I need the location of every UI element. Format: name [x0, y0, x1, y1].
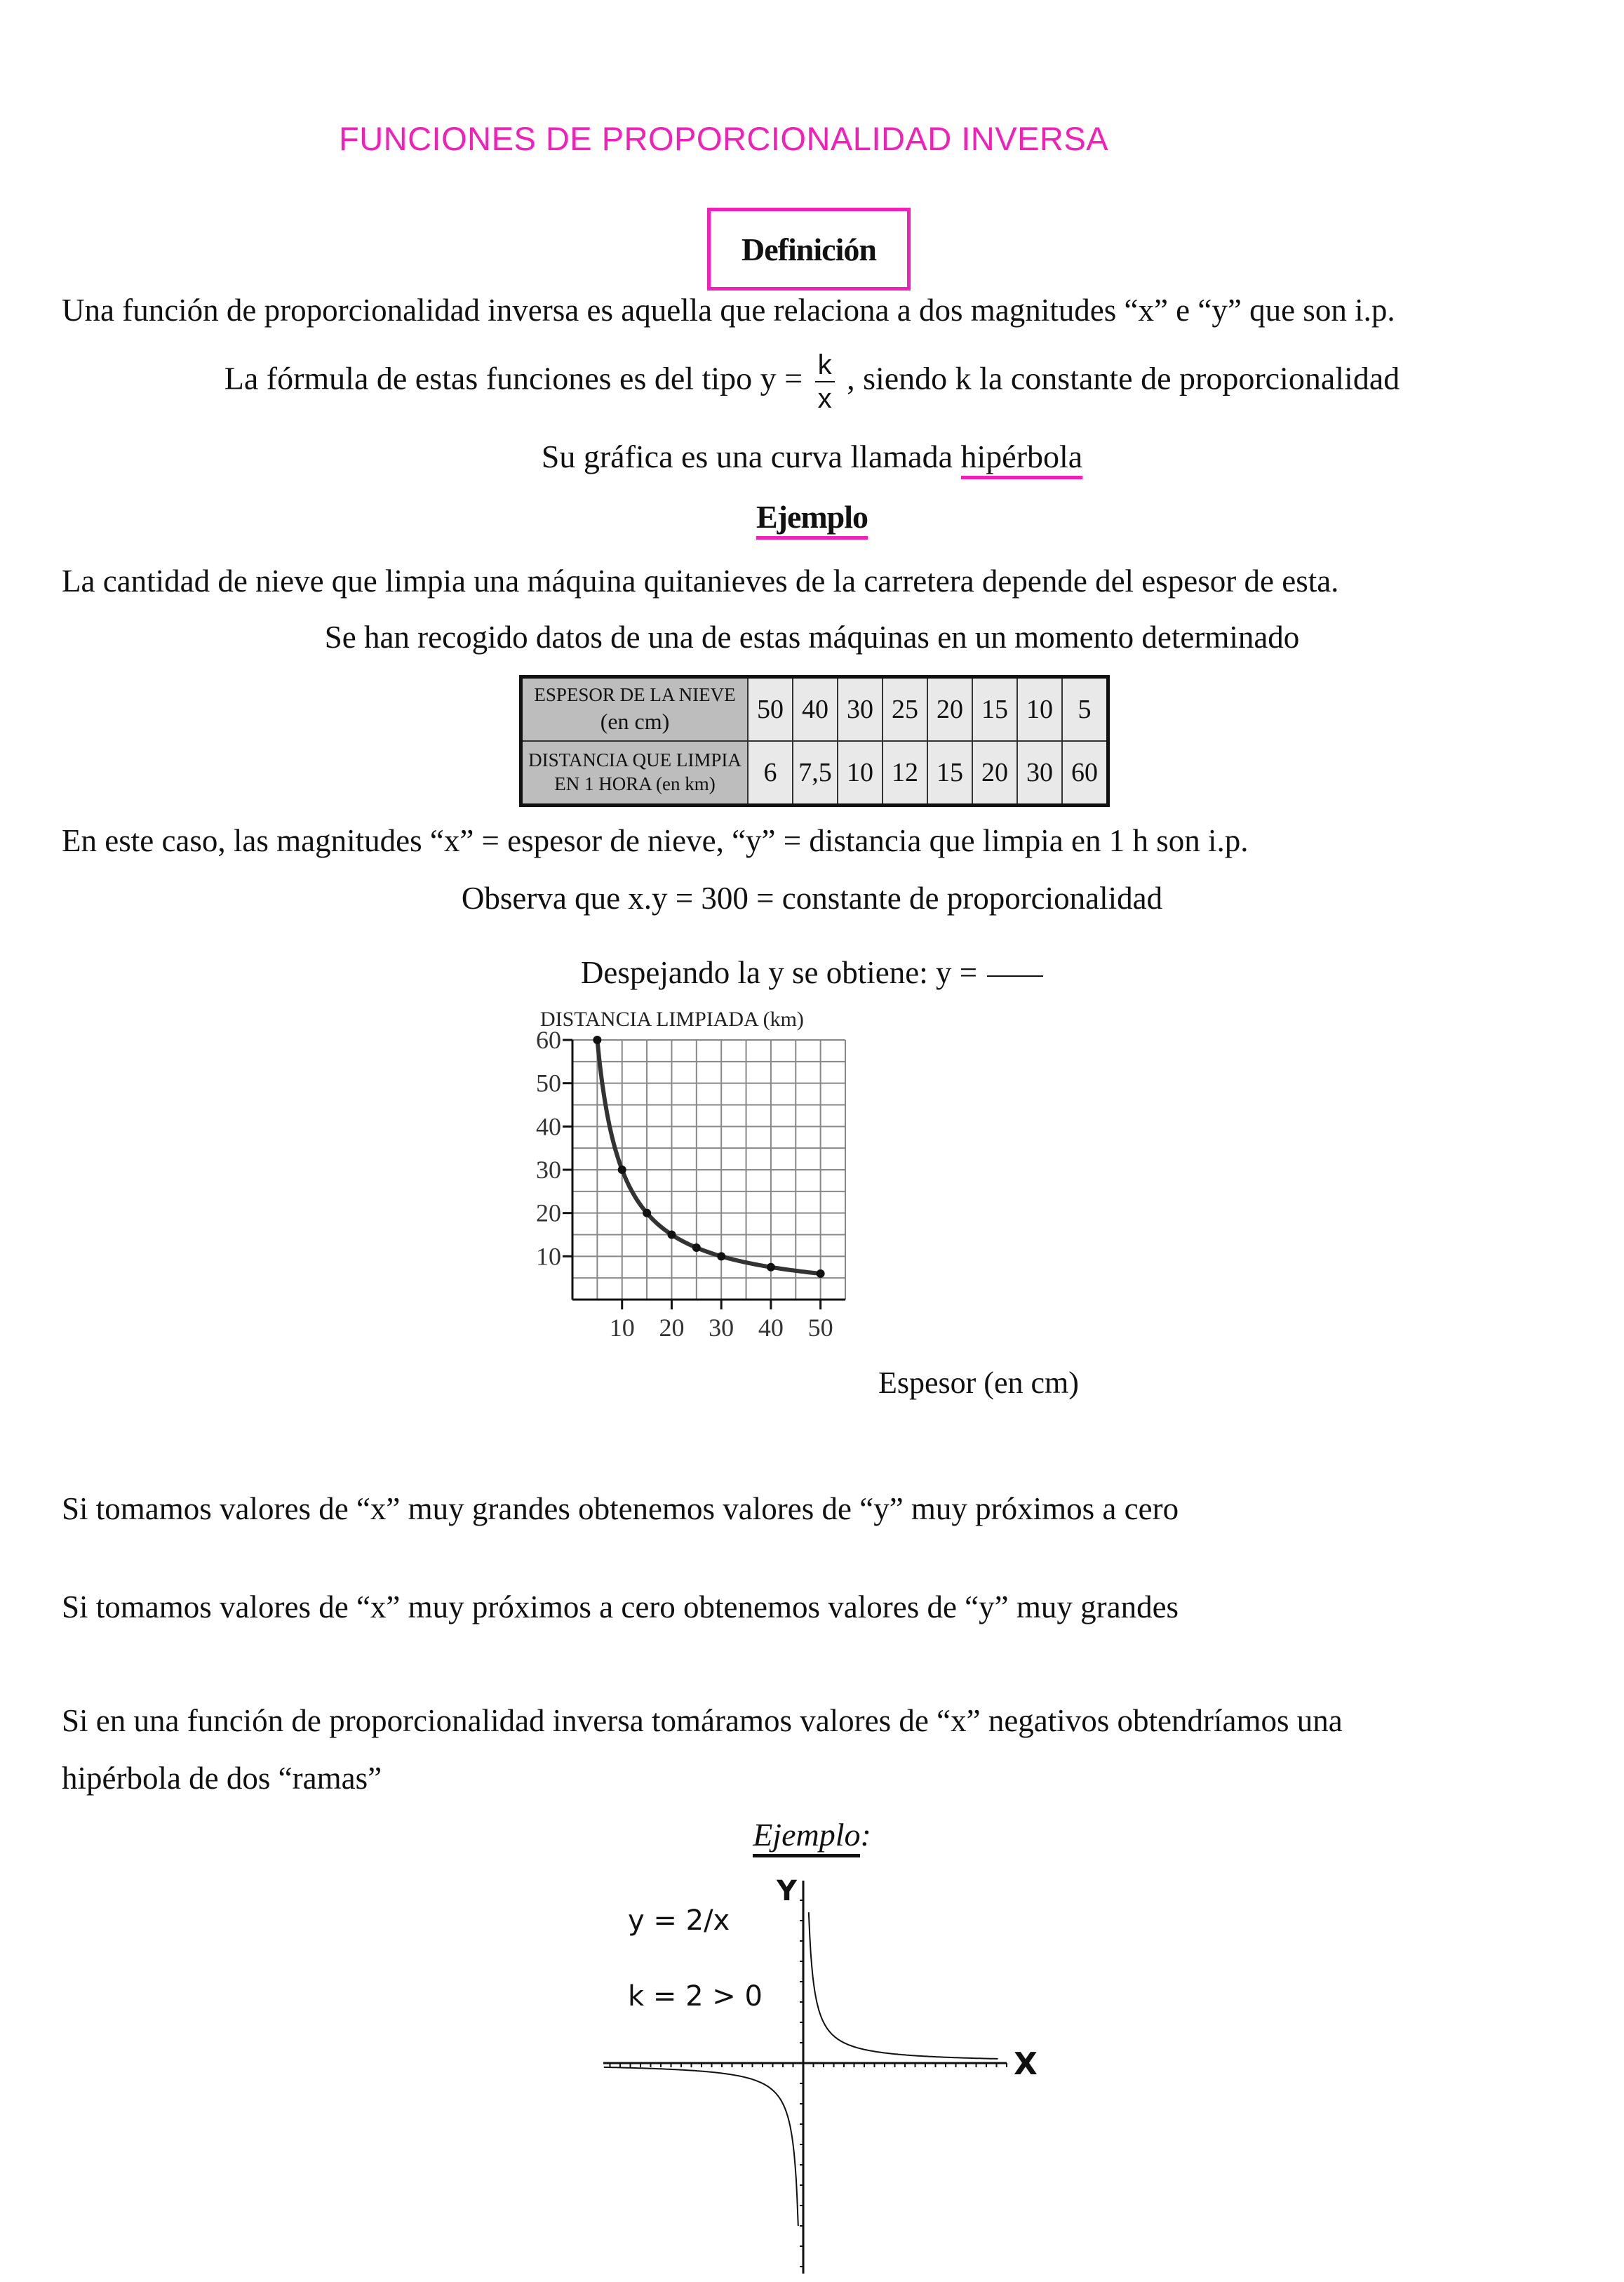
table-cell: 25 [883, 677, 927, 742]
table-header-line: EN 1 HORA (en km) [554, 773, 716, 794]
note-small-x: Si tomamos valores de “x” muy próximos a cero obtenemos valores de “y” muy grandes [62, 1589, 1179, 1624]
hyperbola-word: hipérbola [961, 439, 1083, 479]
formula-numerator: k [815, 351, 835, 382]
table-row-header [521, 677, 749, 742]
example-text-5-wrap [0, 957, 1624, 989]
hyperbola-branch-positive [809, 1912, 998, 2059]
example-text-1: La cantidad de nieve que limpia una máquina quitanieves de la carretera depende del espesor de esta. [62, 563, 1339, 599]
table-cell: 50 [748, 677, 793, 742]
data-point [817, 1269, 825, 1278]
x-tick-label: 50 [807, 1314, 833, 1342]
table-header-line: (en cm) [600, 708, 670, 734]
x-tick-label: 10 [609, 1314, 635, 1342]
example2-heading: Ejemplo [753, 1817, 860, 1857]
data-point [593, 1036, 601, 1044]
table-cell: 30 [838, 677, 883, 742]
y-tick-label: 30 [536, 1156, 561, 1184]
snow-distance-chart [519, 1003, 1136, 1424]
example2-heading-wrap [0, 1819, 1624, 1851]
table-header-line: DISTANCIA QUE LIMPIA [528, 749, 741, 771]
chart-points [593, 1036, 824, 1278]
formula-line [0, 351, 1624, 413]
table-cell: 6 [748, 741, 793, 806]
graph-line [0, 441, 1624, 473]
table-cell: 40 [793, 677, 838, 742]
table-row [521, 677, 1108, 742]
table-row-header [521, 741, 749, 806]
example-heading: Ejemplo [756, 499, 868, 540]
y-tick-label: 10 [536, 1242, 561, 1271]
x-tick-label: 40 [758, 1314, 784, 1342]
note-large-x: Si tomamos valores de “x” muy grandes obtenemos valores de “y” muy próximos a cero [62, 1491, 1179, 1526]
y-tick-label: 40 [536, 1112, 561, 1141]
table-cell: 12 [883, 741, 927, 806]
formula-fraction [815, 351, 835, 413]
definition-heading-box [707, 208, 911, 291]
x-tick-label: 30 [709, 1314, 734, 1342]
data-point [767, 1263, 775, 1272]
example-text-4: Observa que x.y = 300 = constante de proporcionalidad [461, 881, 1163, 916]
hyperbola-x-label: X [1014, 2046, 1038, 2082]
table-cell: 7,5 [793, 741, 838, 806]
definition-text: Una función de proporcionalidad inversa es aquella que relaciona a dos magnitudes “x” e “y” que son i.p. [62, 293, 1395, 328]
table-cell: 30 [1017, 741, 1062, 806]
table-header-line: ESPESOR DE LA NIEVE [534, 684, 736, 706]
x-tick-label: 20 [659, 1314, 685, 1342]
chart-ticks [536, 1026, 833, 1342]
y-tick-label: 20 [536, 1199, 561, 1227]
hyperbola-y-label: Y [777, 1875, 797, 1907]
example-text-5: Despejando la y se obtiene: y = [580, 955, 978, 990]
table-cell: 5 [1062, 677, 1108, 742]
table-cell: 15 [927, 741, 972, 806]
data-point [692, 1243, 701, 1252]
empty-fraction-bar [987, 975, 1043, 977]
hyperbola-equation: y = 2/x [628, 1904, 730, 1937]
chart-grid [572, 1040, 845, 1300]
page-title: FUNCIONES DE PROPORCIONALIDAD INVERSA [339, 120, 1109, 157]
chart-y-axis-label: DISTANCIA LIMPIADA (km) [540, 1008, 804, 1031]
formula-prefix: La fórmula de estas funciones es del tipo y = [224, 360, 803, 396]
y-tick-label: 60 [536, 1026, 561, 1054]
data-point [618, 1166, 626, 1174]
data-point [717, 1252, 725, 1260]
hyperbola-ticks [610, 1900, 1007, 2267]
table-cell: 20 [972, 741, 1017, 806]
table-cell: 10 [1017, 677, 1062, 742]
data-point [643, 1209, 651, 1217]
formula-denominator: x [817, 383, 832, 414]
hyperbola-chart [596, 1853, 1045, 2281]
table-row [521, 741, 1108, 806]
note-negative-x-1: Si en una función de proporcionalidad inversa tomáramos valores de “x” negativos obtendríamos una [62, 1703, 1343, 1738]
example-text-2: Se han recogido datos de una de estas máquinas en un momento determinado [324, 620, 1300, 655]
table-cell: 15 [972, 677, 1017, 742]
snow-data-table [519, 675, 1110, 807]
chart-curve [597, 1040, 820, 1274]
table-cell: 10 [838, 741, 883, 806]
y-tick-label: 50 [536, 1069, 561, 1097]
definition-heading: Definición [741, 231, 876, 267]
note-negative-x-2: hipérbola de dos “ramas” [62, 1761, 382, 1796]
chart-x-axis-label: Espesor (en cm) [878, 1366, 1079, 1400]
table-cell: 60 [1062, 741, 1108, 806]
hyperbola-k-value: k = 2 > 0 [628, 1980, 763, 2013]
data-point [667, 1231, 676, 1239]
hyperbola-branch-negative [604, 2067, 798, 2226]
example2-colon: : [860, 1817, 871, 1853]
example-heading-wrap [0, 501, 1624, 533]
example-text-3: En este caso, las magnitudes “x” = espesor de nieve, “y” = distancia que limpia en 1 h son i.p. [62, 823, 1249, 858]
table-cell: 20 [927, 677, 972, 742]
formula-suffix: , siendo k la constante de proporcionalidad [847, 360, 1400, 396]
graph-text: Su gráfica es una curva llamada [541, 439, 961, 474]
